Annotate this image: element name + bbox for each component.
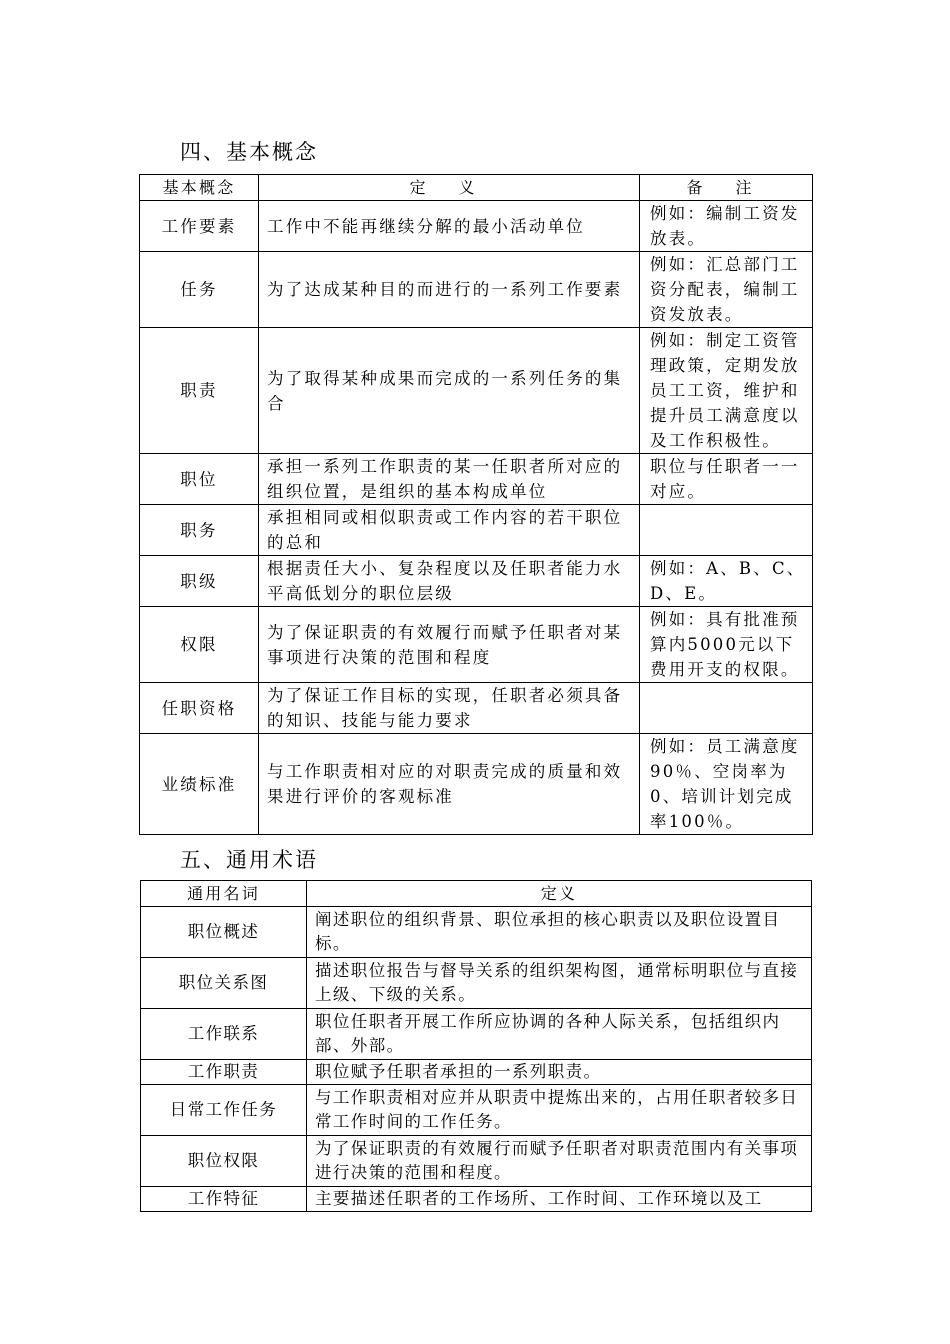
section-5-title: 五、通用术语	[180, 848, 318, 872]
definition-cell: 承担相同或相似职责或工作内容的若干职位的总和	[259, 505, 640, 556]
note-cell: 例如：员工满意度90％、空岗率为0、培训计划完成率100％。	[640, 734, 813, 835]
definition-cell: 承担一系列工作职责的某一任职者所对应的组织位置，是组织的基本构成单位	[259, 454, 640, 505]
header-definition: 定 义	[259, 175, 640, 201]
concept-cell: 权限	[140, 607, 259, 683]
concept-cell: 职务	[140, 505, 259, 556]
table-row	[140, 252, 813, 328]
definition-cell: 主要描述任职者的工作场所、工作时间、工作环境以及工	[307, 1187, 812, 1212]
table-row	[140, 556, 813, 607]
note-cell: 例如：编制工资发放表。	[640, 201, 813, 252]
header-term: 通用名词	[141, 881, 307, 907]
header-definition: 定义	[307, 881, 812, 907]
section-4-title: 四、基本概念	[180, 140, 318, 164]
table-row	[141, 1136, 812, 1187]
table-header-row	[141, 881, 812, 907]
definition-cell: 职位任职者开展工作所应协调的各种人际关系，包括组织内部、外部。	[307, 1009, 812, 1060]
general-terms-table	[140, 880, 812, 1212]
table-row	[140, 607, 813, 683]
definition-cell: 为了保证职责的有效履行而赋予任职者对职责范围内有关事项进行决策的范围和程度。	[307, 1136, 812, 1187]
table-row	[141, 1085, 812, 1136]
note-cell	[640, 683, 813, 734]
header-concept: 基本概念	[140, 175, 259, 201]
definition-cell: 为了保证职责的有效履行而赋予任职者对某事项进行决策的范围和程度	[259, 607, 640, 683]
definition-cell: 描述职位报告与督导关系的组织架构图，通常标明职位与直接上级、下级的关系。	[307, 958, 812, 1009]
term-cell: 工作联系	[141, 1009, 307, 1060]
concept-cell: 职责	[140, 328, 259, 454]
header-note: 备 注	[640, 175, 813, 201]
note-cell	[640, 505, 813, 556]
note-cell: 例如：A、B、C、D、E。	[640, 556, 813, 607]
concept-cell: 职位	[140, 454, 259, 505]
definition-cell: 为了取得某种成果而完成的一系列任务的集合	[259, 328, 640, 454]
term-cell: 职位权限	[141, 1136, 307, 1187]
table-row	[141, 1187, 812, 1212]
table-row	[140, 505, 813, 556]
definition-cell: 与工作职责相对应并从职责中提炼出来的，占用任职者较多日常工作时间的工作任务。	[307, 1085, 812, 1136]
concept-cell: 任务	[140, 252, 259, 328]
table-row	[141, 1009, 812, 1060]
definition-cell: 工作中不能再继续分解的最小活动单位	[259, 201, 640, 252]
definition-cell: 为了保证工作目标的实现，任职者必须具备的知识、技能与能力要求	[259, 683, 640, 734]
term-cell: 工作特征	[141, 1187, 307, 1212]
table-row	[140, 683, 813, 734]
basic-concepts-table	[139, 174, 813, 835]
concept-cell: 任职资格	[140, 683, 259, 734]
note-cell: 例如：制定工资管理政策，定期发放员工工资，维护和提升员工满意度以及工作积极性。	[640, 328, 813, 454]
table-row	[141, 1060, 812, 1085]
term-cell: 职位关系图	[141, 958, 307, 1009]
table-row	[141, 958, 812, 1009]
definition-cell: 职位赋予任职者承担的一系列职责。	[307, 1060, 812, 1085]
note-cell: 例如：汇总部门工资分配表，编制工资发放表。	[640, 252, 813, 328]
concept-cell: 工作要素	[140, 201, 259, 252]
note-cell: 例如：具有批准预算内5000元以下费用开支的权限。	[640, 607, 813, 683]
concept-cell: 业绩标准	[140, 734, 259, 835]
table-row	[140, 201, 813, 252]
table-row	[140, 734, 813, 835]
table-row	[141, 907, 812, 958]
term-cell: 职位概述	[141, 907, 307, 958]
term-cell: 工作职责	[141, 1060, 307, 1085]
table-row	[140, 328, 813, 454]
definition-cell: 根据责任大小、复杂程度以及任职者能力水平高低划分的职位层级	[259, 556, 640, 607]
table-row	[140, 454, 813, 505]
term-cell: 日常工作任务	[141, 1085, 307, 1136]
table-header-row	[140, 175, 813, 201]
note-cell: 职位与任职者一一对应。	[640, 454, 813, 505]
definition-cell: 阐述职位的组织背景、职位承担的核心职责以及职位设置目标。	[307, 907, 812, 958]
definition-cell: 为了达成某种目的而进行的一系列工作要素	[259, 252, 640, 328]
concept-cell: 职级	[140, 556, 259, 607]
definition-cell: 与工作职责相对应的对职责完成的质量和效果进行评价的客观标准	[259, 734, 640, 835]
